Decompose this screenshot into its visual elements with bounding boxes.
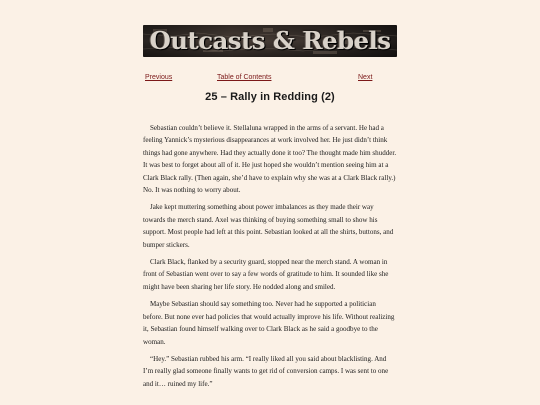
- paragraph: “Hey.” Sebastian rubbed his arm. “I really liked all you said about blacklisting. And I’m really glad someone finally wants to get rid of conversion camps. I was sent to one and it… ruined my life.”: [143, 354, 389, 388]
- banner-title: Outcasts & Rebels: [149, 26, 391, 55]
- table-of-contents-link[interactable]: Table of Contents: [217, 74, 272, 81]
- page-container: [143, 25, 397, 395]
- previous-link[interactable]: Previous: [145, 74, 173, 81]
- paragraph: Maybe Sebastian should say something too. Never had he supported a politician before. But none ever had policies that would actually improve his life. Without realizing it, Sebastian found himself walking over to Clark Black as he said a goodbye to the woman.: [143, 300, 395, 346]
- paragraph: Sebastian couldn’t believe it. Stellaluna wrapped in the arms of a servant. He had a feeling Yannick’s mysterious disappearances at work involved her. He just didn’t think things had gone anywhere. Had they actually done it too? The thought made him shudder. It was best to forget about all of it. He just hoped she wouldn’t mention seeing him at a Clark Black rally. (Then again, she’d have to explain why she was at a Clark Black rally.) No. It was nothing to worry about.: [143, 124, 397, 195]
- paragraph: Clark Black, flanked by a security guard, stopped near the merch stand. A woman in front of Sebastian went over to say a few words of gratitude to him. It sounded like she might have been sharing her life story. He nodded along and smiled.: [143, 258, 389, 291]
- paragraph: Jake kept muttering something about power imbalances as they made their way towards the merch stand. Axel was thinking of buying something small to show his support. Most people had left at this point. Sebastian looked at all the shirts, buttons, and bumper stickers.: [143, 203, 394, 249]
- chapter-title: 25 – Rally in Redding (2): [205, 91, 335, 103]
- chapter-text: [143, 122, 397, 390]
- chapter-navigation: [143, 74, 397, 86]
- site-banner[interactable]: [143, 25, 397, 57]
- next-link[interactable]: Next: [358, 74, 373, 81]
